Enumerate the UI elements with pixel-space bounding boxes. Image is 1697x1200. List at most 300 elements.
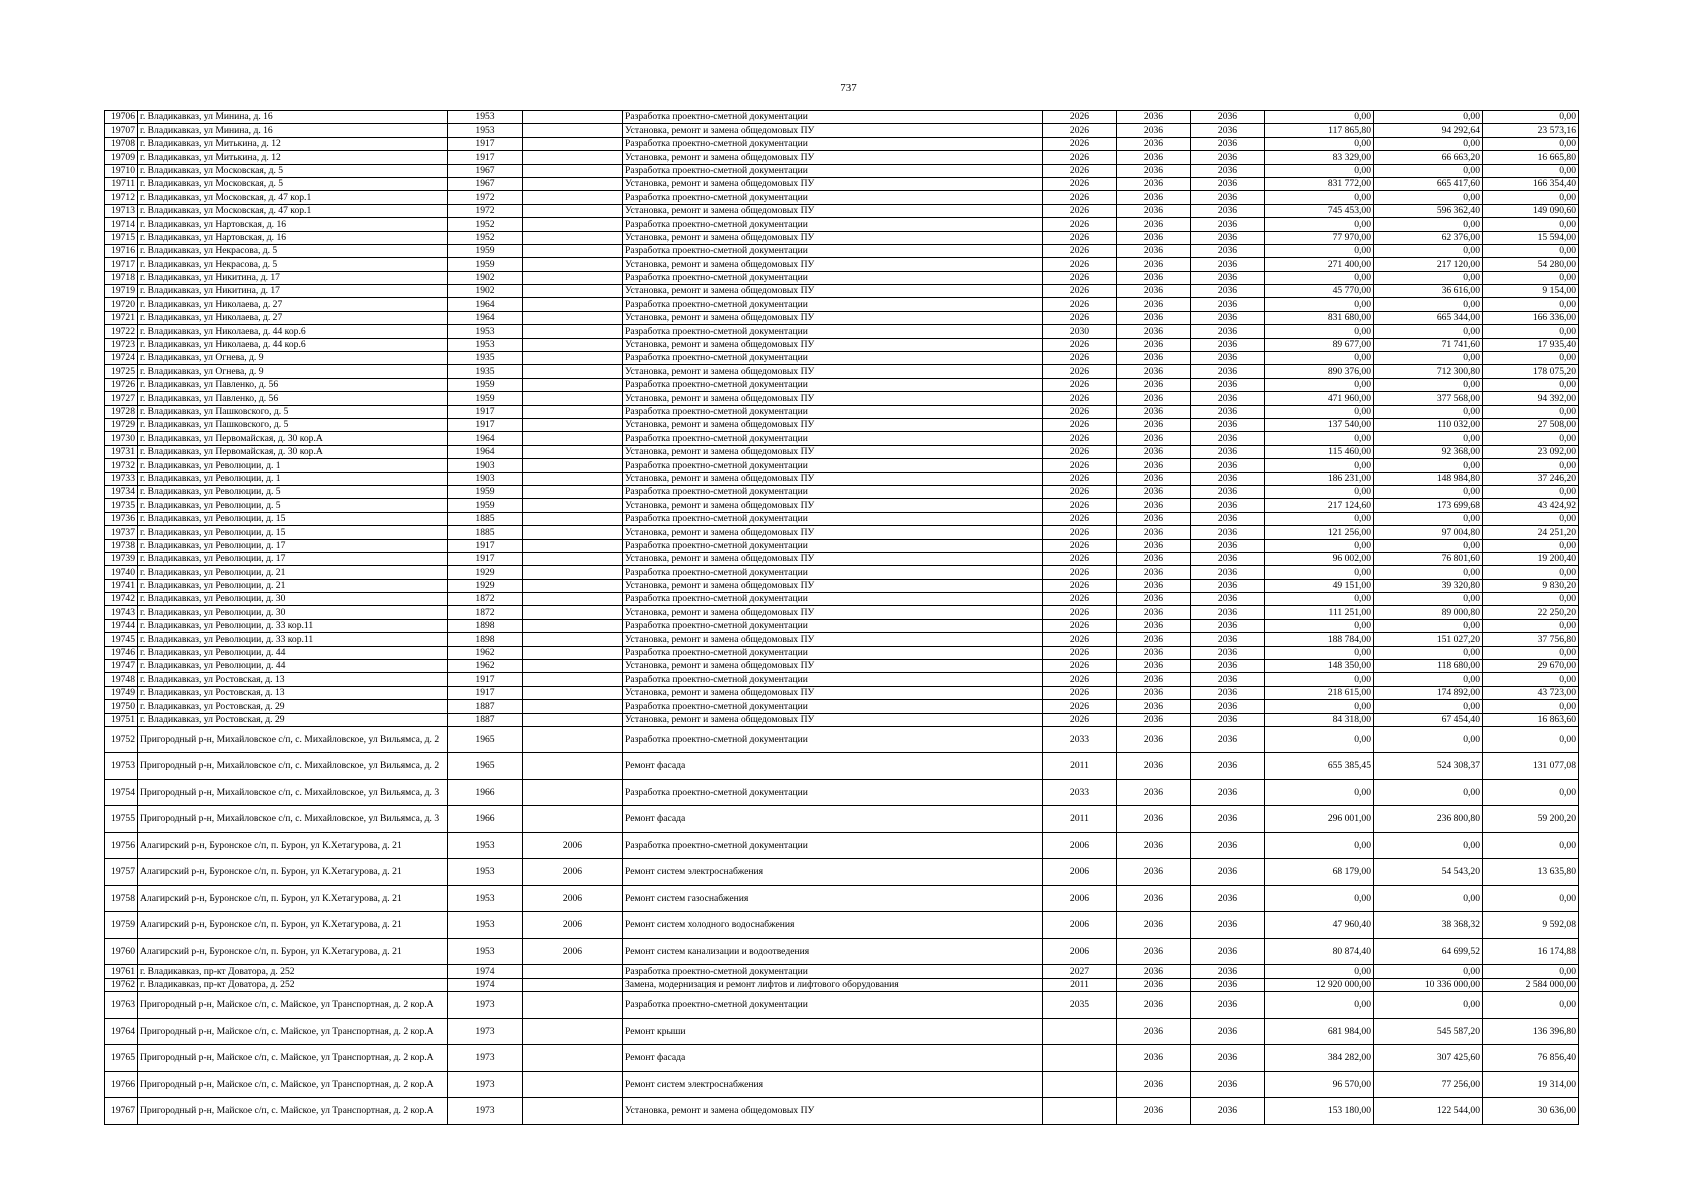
cell-row-number: 19719 xyxy=(105,285,138,298)
cell-build-year: 1935 xyxy=(448,352,523,365)
cell-planned-year-start: 2026 xyxy=(1043,137,1117,150)
cell-total-cost: 12 920 000,00 xyxy=(1265,978,1374,991)
cell-fund-cost: 236 800,80 xyxy=(1374,806,1483,833)
cell-total-cost: 0,00 xyxy=(1265,673,1374,686)
cell-address: г. Владикавказ, ул Революции, д. 15 xyxy=(138,526,448,539)
cell-planned-year-end: 2036 xyxy=(1117,177,1191,190)
cell-fund-cost: 0,00 xyxy=(1374,271,1483,284)
cell-planned-year-start: 2026 xyxy=(1043,512,1117,525)
cell-owner-cost: 0,00 xyxy=(1483,779,1579,806)
cell-total-cost: 121 256,00 xyxy=(1265,526,1374,539)
cell-address: г. Владикавказ, ул Николаева, д. 44 кор.6 xyxy=(138,338,448,351)
cell-address: г. Владикавказ, ул Пашковского, д. 5 xyxy=(138,405,448,418)
table-row xyxy=(105,459,1579,472)
cell-build-year: 1972 xyxy=(448,204,523,217)
cell-total-cost: 188 784,00 xyxy=(1265,633,1374,646)
cell-work-type: Разработка проектно-сметной документации xyxy=(623,779,1043,806)
cell-owner-cost: 13 635,80 xyxy=(1483,859,1579,886)
cell-total-cost: 111 251,00 xyxy=(1265,606,1374,619)
cell-row-number: 19713 xyxy=(105,204,138,217)
cell-work-type: Установка, ремонт и замена общедомовых ПУ xyxy=(623,606,1043,619)
table-row xyxy=(105,378,1579,391)
cell-work-type: Разработка проектно-сметной документации xyxy=(623,459,1043,472)
table-row xyxy=(105,204,1579,217)
cell-last-repair-year xyxy=(523,673,623,686)
cell-build-year: 1966 xyxy=(448,806,523,833)
cell-fund-cost: 217 120,00 xyxy=(1374,258,1483,271)
cell-fund-cost: 67 454,40 xyxy=(1374,713,1483,726)
cell-work-type: Ремонт крыши xyxy=(623,1018,1043,1045)
cell-fund-cost: 10 336 000,00 xyxy=(1374,978,1483,991)
table-row xyxy=(105,1018,1579,1045)
cell-owner-cost: 16 863,60 xyxy=(1483,713,1579,726)
cell-deadline-year: 2036 xyxy=(1191,713,1265,726)
cell-work-type: Разработка проектно-сметной документации xyxy=(623,646,1043,659)
cell-row-number: 19767 xyxy=(105,1098,138,1125)
cell-fund-cost: 0,00 xyxy=(1374,566,1483,579)
cell-total-cost: 68 179,00 xyxy=(1265,859,1374,886)
table-row xyxy=(105,124,1579,137)
cell-last-repair-year xyxy=(523,137,623,150)
cell-fund-cost: 596 362,40 xyxy=(1374,204,1483,217)
cell-last-repair-year xyxy=(523,1071,623,1098)
cell-work-type: Разработка проектно-сметной документации xyxy=(623,298,1043,311)
cell-total-cost: 0,00 xyxy=(1265,325,1374,338)
cell-address: Пригородный р-н, Майское с/п, с. Майское, ул Транспортная, д. 2 кор.А xyxy=(138,1045,448,1072)
cell-last-repair-year xyxy=(523,338,623,351)
cell-planned-year-start: 2026 xyxy=(1043,579,1117,592)
cell-work-type: Установка, ремонт и замена общедомовых ПУ xyxy=(623,713,1043,726)
cell-owner-cost: 29 670,00 xyxy=(1483,660,1579,673)
cell-fund-cost: 0,00 xyxy=(1374,111,1483,124)
cell-work-type: Установка, ремонт и замена общедомовых ПУ xyxy=(623,526,1043,539)
table-row xyxy=(105,352,1579,365)
cell-build-year: 1917 xyxy=(448,151,523,164)
cell-planned-year-end: 2036 xyxy=(1117,137,1191,150)
cell-deadline-year: 2036 xyxy=(1191,512,1265,525)
cell-total-cost: 83 329,00 xyxy=(1265,151,1374,164)
cell-total-cost: 0,00 xyxy=(1265,244,1374,257)
cell-build-year: 1973 xyxy=(448,1098,523,1125)
cell-deadline-year: 2036 xyxy=(1191,832,1265,859)
cell-deadline-year: 2036 xyxy=(1191,673,1265,686)
cell-owner-cost: 23 092,00 xyxy=(1483,445,1579,458)
cell-build-year: 1953 xyxy=(448,912,523,939)
cell-address: г. Владикавказ, ул Павленко, д. 56 xyxy=(138,378,448,391)
cell-planned-year-start: 2026 xyxy=(1043,191,1117,204)
cell-owner-cost: 9 830,20 xyxy=(1483,579,1579,592)
cell-row-number: 19763 xyxy=(105,992,138,1019)
cell-owner-cost: 15 594,00 xyxy=(1483,231,1579,244)
cell-owner-cost: 149 090,60 xyxy=(1483,204,1579,217)
cell-owner-cost: 0,00 xyxy=(1483,325,1579,338)
cell-address: г. Владикавказ, ул Первомайская, д. 30 кор.А xyxy=(138,445,448,458)
cell-build-year: 1973 xyxy=(448,1045,523,1072)
cell-last-repair-year xyxy=(523,992,623,1019)
cell-owner-cost: 166 354,40 xyxy=(1483,177,1579,190)
cell-row-number: 19744 xyxy=(105,619,138,632)
cell-planned-year-end: 2036 xyxy=(1117,472,1191,485)
cell-last-repair-year xyxy=(523,686,623,699)
cell-fund-cost: 71 741,60 xyxy=(1374,338,1483,351)
cell-fund-cost: 0,00 xyxy=(1374,646,1483,659)
table-row xyxy=(105,231,1579,244)
cell-last-repair-year xyxy=(523,231,623,244)
cell-planned-year-end: 2036 xyxy=(1117,271,1191,284)
cell-fund-cost: 0,00 xyxy=(1374,965,1483,978)
cell-planned-year-start: 2026 xyxy=(1043,111,1117,124)
cell-fund-cost: 0,00 xyxy=(1374,191,1483,204)
cell-address: г. Владикавказ, ул Революции, д. 1 xyxy=(138,472,448,485)
cell-owner-cost: 54 280,00 xyxy=(1483,258,1579,271)
cell-row-number: 19750 xyxy=(105,700,138,713)
cell-fund-cost: 173 699,68 xyxy=(1374,499,1483,512)
cell-total-cost: 681 984,00 xyxy=(1265,1018,1374,1045)
cell-row-number: 19764 xyxy=(105,1018,138,1045)
cell-work-type: Установка, ремонт и замена общедомовых ПУ xyxy=(623,124,1043,137)
cell-fund-cost: 0,00 xyxy=(1374,378,1483,391)
cell-work-type: Разработка проектно-сметной документации xyxy=(623,111,1043,124)
cell-last-repair-year xyxy=(523,191,623,204)
cell-address: Пригородный р-н, Майское с/п, с. Майское, ул Транспортная, д. 2 кор.А xyxy=(138,992,448,1019)
cell-deadline-year: 2036 xyxy=(1191,285,1265,298)
table-row xyxy=(105,1098,1579,1125)
cell-total-cost: 0,00 xyxy=(1265,111,1374,124)
cell-address: г. Владикавказ, ул Революции, д. 5 xyxy=(138,485,448,498)
cell-total-cost: 77 970,00 xyxy=(1265,231,1374,244)
cell-row-number: 19757 xyxy=(105,859,138,886)
cell-fund-cost: 0,00 xyxy=(1374,485,1483,498)
cell-address: Пригородный р-н, Михайловское с/п, с. Михайловское, ул Вильямса, д. 3 xyxy=(138,806,448,833)
cell-planned-year-end: 2036 xyxy=(1117,832,1191,859)
table-row xyxy=(105,859,1579,886)
cell-build-year: 1887 xyxy=(448,713,523,726)
cell-planned-year-end: 2036 xyxy=(1117,579,1191,592)
cell-last-repair-year xyxy=(523,779,623,806)
cell-fund-cost: 122 544,00 xyxy=(1374,1098,1483,1125)
cell-deadline-year: 2036 xyxy=(1191,1071,1265,1098)
cell-owner-cost: 0,00 xyxy=(1483,378,1579,391)
cell-total-cost: 831 680,00 xyxy=(1265,311,1374,324)
cell-planned-year-end: 2036 xyxy=(1117,459,1191,472)
cell-build-year: 1953 xyxy=(448,124,523,137)
cell-fund-cost: 151 027,20 xyxy=(1374,633,1483,646)
cell-planned-year-end: 2036 xyxy=(1117,965,1191,978)
cell-planned-year-end: 2036 xyxy=(1117,418,1191,431)
cell-fund-cost: 0,00 xyxy=(1374,298,1483,311)
cell-row-number: 19734 xyxy=(105,485,138,498)
table-row xyxy=(105,992,1579,1019)
cell-planned-year-start: 2026 xyxy=(1043,378,1117,391)
table-row xyxy=(105,552,1579,565)
cell-total-cost: 655 385,45 xyxy=(1265,753,1374,780)
cell-work-type: Разработка проектно-сметной документации xyxy=(623,832,1043,859)
capital-repair-table xyxy=(104,110,1579,1125)
cell-planned-year-start: 2026 xyxy=(1043,204,1117,217)
cell-owner-cost: 0,00 xyxy=(1483,298,1579,311)
cell-last-repair-year: 2006 xyxy=(523,912,623,939)
cell-last-repair-year xyxy=(523,552,623,565)
cell-total-cost: 49 151,00 xyxy=(1265,579,1374,592)
cell-row-number: 19739 xyxy=(105,552,138,565)
table-row xyxy=(105,660,1579,673)
cell-deadline-year: 2036 xyxy=(1191,418,1265,431)
cell-address: г. Владикавказ, ул Революции, д. 33 кор.11 xyxy=(138,619,448,632)
cell-deadline-year: 2036 xyxy=(1191,806,1265,833)
cell-work-type: Установка, ремонт и замена общедомовых ПУ xyxy=(623,579,1043,592)
cell-owner-cost: 0,00 xyxy=(1483,700,1579,713)
cell-planned-year-start: 2030 xyxy=(1043,325,1117,338)
table-row xyxy=(105,579,1579,592)
cell-build-year: 1885 xyxy=(448,526,523,539)
cell-owner-cost: 19 200,40 xyxy=(1483,552,1579,565)
cell-work-type: Разработка проектно-сметной документации xyxy=(623,164,1043,177)
cell-planned-year-end: 2036 xyxy=(1117,992,1191,1019)
cell-planned-year-end: 2036 xyxy=(1117,646,1191,659)
cell-planned-year-start: 2026 xyxy=(1043,499,1117,512)
cell-fund-cost: 0,00 xyxy=(1374,405,1483,418)
cell-planned-year-end: 2036 xyxy=(1117,285,1191,298)
cell-address: г. Владикавказ, ул Ростовская, д. 29 xyxy=(138,700,448,713)
cell-address: Пригородный р-н, Майское с/п, с. Майское, ул Транспортная, д. 2 кор.А xyxy=(138,1018,448,1045)
cell-work-type: Разработка проектно-сметной документации xyxy=(623,485,1043,498)
cell-last-repair-year xyxy=(523,111,623,124)
cell-row-number: 19766 xyxy=(105,1071,138,1098)
cell-total-cost: 0,00 xyxy=(1265,405,1374,418)
cell-build-year: 1935 xyxy=(448,365,523,378)
cell-deadline-year: 2036 xyxy=(1191,539,1265,552)
table-row xyxy=(105,164,1579,177)
cell-fund-cost: 307 425,60 xyxy=(1374,1045,1483,1072)
table-row xyxy=(105,472,1579,485)
cell-total-cost: 745 453,00 xyxy=(1265,204,1374,217)
cell-row-number: 19716 xyxy=(105,244,138,257)
cell-work-type: Ремонт фасада xyxy=(623,1045,1043,1072)
cell-total-cost: 0,00 xyxy=(1265,539,1374,552)
cell-build-year: 1887 xyxy=(448,700,523,713)
cell-work-type: Установка, ремонт и замена общедомовых ПУ xyxy=(623,552,1043,565)
cell-fund-cost: 0,00 xyxy=(1374,352,1483,365)
cell-address: г. Владикавказ, ул Николаева, д. 44 кор.6 xyxy=(138,325,448,338)
table-row xyxy=(105,191,1579,204)
cell-work-type: Разработка проектно-сметной документации xyxy=(623,378,1043,391)
table-row xyxy=(105,832,1579,859)
cell-address: Пригородный р-н, Майское с/п, с. Майское, ул Транспортная, д. 2 кор.А xyxy=(138,1098,448,1125)
table-row xyxy=(105,1071,1579,1098)
cell-planned-year-start: 2006 xyxy=(1043,912,1117,939)
cell-fund-cost: 0,00 xyxy=(1374,432,1483,445)
cell-build-year: 1872 xyxy=(448,593,523,606)
cell-deadline-year: 2036 xyxy=(1191,151,1265,164)
cell-deadline-year: 2036 xyxy=(1191,325,1265,338)
cell-planned-year-start: 2006 xyxy=(1043,885,1117,912)
cell-total-cost: 0,00 xyxy=(1265,432,1374,445)
cell-planned-year-end: 2036 xyxy=(1117,499,1191,512)
cell-total-cost: 0,00 xyxy=(1265,566,1374,579)
cell-address: г. Владикавказ, ул Митькина, д. 12 xyxy=(138,151,448,164)
cell-work-type: Разработка проектно-сметной документации xyxy=(623,673,1043,686)
cell-address: г. Владикавказ, ул Нартовская, д. 16 xyxy=(138,231,448,244)
cell-total-cost: 471 960,00 xyxy=(1265,392,1374,405)
cell-planned-year-end: 2036 xyxy=(1117,298,1191,311)
cell-work-type: Установка, ремонт и замена общедомовых ПУ xyxy=(623,338,1043,351)
table-row xyxy=(105,499,1579,512)
cell-fund-cost: 110 032,00 xyxy=(1374,418,1483,431)
cell-work-type: Разработка проектно-сметной документации xyxy=(623,992,1043,1019)
cell-deadline-year: 2036 xyxy=(1191,405,1265,418)
cell-row-number: 19731 xyxy=(105,445,138,458)
cell-last-repair-year xyxy=(523,218,623,231)
cell-planned-year-start: 2026 xyxy=(1043,686,1117,699)
cell-deadline-year: 2036 xyxy=(1191,445,1265,458)
cell-fund-cost: 665 417,60 xyxy=(1374,177,1483,190)
cell-work-type: Разработка проектно-сметной документации xyxy=(623,566,1043,579)
cell-row-number: 19735 xyxy=(105,499,138,512)
cell-work-type: Разработка проектно-сметной документации xyxy=(623,593,1043,606)
cell-deadline-year: 2036 xyxy=(1191,164,1265,177)
cell-planned-year-start: 2006 xyxy=(1043,859,1117,886)
cell-planned-year-start xyxy=(1043,1018,1117,1045)
cell-row-number: 19746 xyxy=(105,646,138,659)
cell-last-repair-year xyxy=(523,392,623,405)
cell-deadline-year: 2036 xyxy=(1191,859,1265,886)
cell-planned-year-end: 2036 xyxy=(1117,885,1191,912)
cell-last-repair-year xyxy=(523,499,623,512)
table-row xyxy=(105,258,1579,271)
cell-row-number: 19753 xyxy=(105,753,138,780)
cell-owner-cost: 59 200,20 xyxy=(1483,806,1579,833)
cell-fund-cost: 38 368,32 xyxy=(1374,912,1483,939)
cell-work-type: Установка, ремонт и замена общедомовых ПУ xyxy=(623,177,1043,190)
cell-build-year: 1964 xyxy=(448,311,523,324)
cell-work-type: Установка, ремонт и замена общедомовых ПУ xyxy=(623,204,1043,217)
cell-work-type: Разработка проектно-сметной документации xyxy=(623,325,1043,338)
cell-owner-cost: 30 636,00 xyxy=(1483,1098,1579,1125)
cell-owner-cost: 27 508,00 xyxy=(1483,418,1579,431)
cell-build-year: 1902 xyxy=(448,285,523,298)
cell-work-type: Замена, модернизация и ремонт лифтов и лифтового оборудования xyxy=(623,978,1043,991)
cell-total-cost: 117 865,80 xyxy=(1265,124,1374,137)
cell-planned-year-end: 2036 xyxy=(1117,445,1191,458)
cell-planned-year-end: 2036 xyxy=(1117,806,1191,833)
cell-deadline-year: 2036 xyxy=(1191,111,1265,124)
cell-deadline-year: 2036 xyxy=(1191,204,1265,217)
cell-deadline-year: 2036 xyxy=(1191,258,1265,271)
cell-build-year: 1974 xyxy=(448,978,523,991)
cell-build-year: 1974 xyxy=(448,965,523,978)
cell-deadline-year: 2036 xyxy=(1191,338,1265,351)
cell-address: г. Владикавказ, ул Минина, д. 16 xyxy=(138,111,448,124)
cell-planned-year-end: 2036 xyxy=(1117,151,1191,164)
cell-last-repair-year: 2006 xyxy=(523,885,623,912)
cell-build-year: 1962 xyxy=(448,660,523,673)
cell-row-number: 19761 xyxy=(105,965,138,978)
cell-deadline-year: 2036 xyxy=(1191,352,1265,365)
cell-deadline-year: 2036 xyxy=(1191,432,1265,445)
cell-build-year: 1917 xyxy=(448,539,523,552)
cell-last-repair-year: 2006 xyxy=(523,859,623,886)
cell-planned-year-end: 2036 xyxy=(1117,485,1191,498)
cell-row-number: 19748 xyxy=(105,673,138,686)
cell-last-repair-year xyxy=(523,124,623,137)
cell-deadline-year: 2036 xyxy=(1191,472,1265,485)
cell-build-year: 1959 xyxy=(448,258,523,271)
cell-row-number: 19738 xyxy=(105,539,138,552)
cell-build-year: 1972 xyxy=(448,191,523,204)
cell-last-repair-year xyxy=(523,660,623,673)
cell-owner-cost: 0,00 xyxy=(1483,566,1579,579)
cell-fund-cost: 0,00 xyxy=(1374,164,1483,177)
cell-planned-year-start: 2035 xyxy=(1043,992,1117,1019)
cell-fund-cost: 0,00 xyxy=(1374,539,1483,552)
cell-owner-cost: 0,00 xyxy=(1483,832,1579,859)
cell-planned-year-start: 2026 xyxy=(1043,285,1117,298)
cell-address: г. Владикавказ, ул Павленко, д. 56 xyxy=(138,392,448,405)
cell-total-cost: 0,00 xyxy=(1265,512,1374,525)
cell-work-type: Разработка проектно-сметной документации xyxy=(623,700,1043,713)
cell-build-year: 1898 xyxy=(448,633,523,646)
cell-planned-year-end: 2036 xyxy=(1117,673,1191,686)
cell-planned-year-start: 2027 xyxy=(1043,965,1117,978)
cell-deadline-year: 2036 xyxy=(1191,633,1265,646)
cell-owner-cost: 166 336,00 xyxy=(1483,311,1579,324)
cell-planned-year-end: 2036 xyxy=(1117,352,1191,365)
cell-address: г. Владикавказ, ул Революции, д. 15 xyxy=(138,512,448,525)
cell-total-cost: 0,00 xyxy=(1265,700,1374,713)
cell-build-year: 1872 xyxy=(448,606,523,619)
table-row xyxy=(105,686,1579,699)
table-row xyxy=(105,111,1579,124)
cell-planned-year-end: 2036 xyxy=(1117,633,1191,646)
cell-owner-cost: 0,00 xyxy=(1483,405,1579,418)
cell-work-type: Установка, ремонт и замена общедомовых ПУ xyxy=(623,660,1043,673)
table-row xyxy=(105,218,1579,231)
cell-last-repair-year xyxy=(523,1098,623,1125)
cell-last-repair-year xyxy=(523,298,623,311)
cell-row-number: 19718 xyxy=(105,271,138,284)
cell-total-cost: 0,00 xyxy=(1265,992,1374,1019)
cell-total-cost: 0,00 xyxy=(1265,191,1374,204)
cell-deadline-year: 2036 xyxy=(1191,593,1265,606)
cell-last-repair-year xyxy=(523,1045,623,1072)
cell-fund-cost: 76 801,60 xyxy=(1374,552,1483,565)
cell-planned-year-end: 2036 xyxy=(1117,1071,1191,1098)
cell-deadline-year: 2036 xyxy=(1191,552,1265,565)
cell-owner-cost: 0,00 xyxy=(1483,539,1579,552)
cell-fund-cost: 89 000,80 xyxy=(1374,606,1483,619)
cell-last-repair-year xyxy=(523,459,623,472)
cell-work-type: Установка, ремонт и замена общедомовых ПУ xyxy=(623,445,1043,458)
cell-total-cost: 218 615,00 xyxy=(1265,686,1374,699)
cell-planned-year-start: 2026 xyxy=(1043,566,1117,579)
cell-owner-cost: 43 723,00 xyxy=(1483,686,1579,699)
cell-build-year: 1953 xyxy=(448,885,523,912)
cell-build-year: 1962 xyxy=(448,646,523,659)
page-number: 737 xyxy=(840,82,857,94)
cell-build-year: 1885 xyxy=(448,512,523,525)
cell-deadline-year: 2036 xyxy=(1191,1098,1265,1125)
cell-row-number: 19709 xyxy=(105,151,138,164)
cell-row-number: 19711 xyxy=(105,177,138,190)
cell-build-year: 1902 xyxy=(448,271,523,284)
cell-planned-year-end: 2036 xyxy=(1117,512,1191,525)
cell-planned-year-start: 2026 xyxy=(1043,606,1117,619)
cell-total-cost: 271 400,00 xyxy=(1265,258,1374,271)
cell-planned-year-start: 2026 xyxy=(1043,298,1117,311)
table-row xyxy=(105,593,1579,606)
cell-planned-year-start: 2026 xyxy=(1043,593,1117,606)
cell-planned-year-end: 2036 xyxy=(1117,686,1191,699)
